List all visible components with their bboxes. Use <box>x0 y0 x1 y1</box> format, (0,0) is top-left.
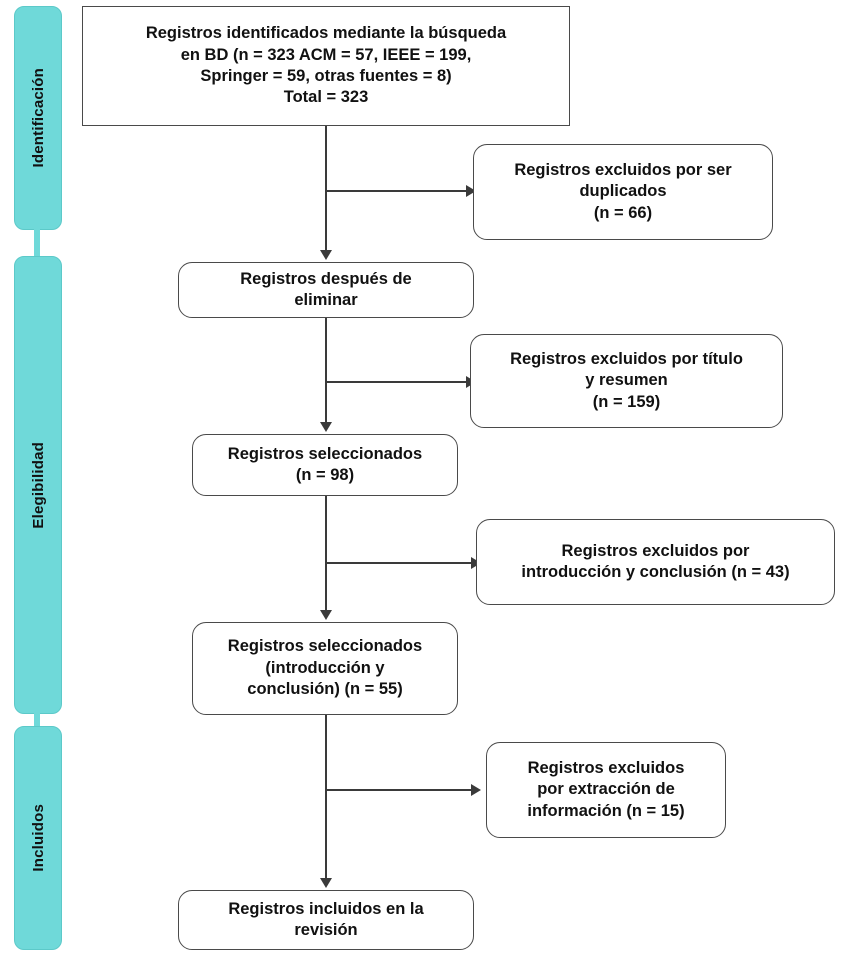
box-records-after-duplicates-text: Registros después de eliminar <box>240 269 412 309</box>
phase-label-incluidos: Incluidos <box>29 804 47 872</box>
spine-arrow-3 <box>320 610 332 620</box>
box-records-included-text: Registros incluidos en la revisión <box>228 899 424 939</box>
box-excluded-title-abstract-text: Registros excluidos por título y resumen (n = 159) <box>510 349 743 411</box>
spine-line-1 <box>325 126 327 252</box>
box-excluded-data-extraction-text: Registros excluidos por extracción de información (n = 15) <box>527 758 685 820</box>
branch-line-1 <box>325 190 470 192</box>
box-excluded-title-abstract <box>470 334 783 428</box>
branch-line-4 <box>325 789 475 791</box>
box-excluded-intro-conclusion-text: Registros excluidos por introducción y conclusión (n = 43) <box>521 541 790 581</box>
box-records-selected-intro-conclusion-text: Registros seleccionados (introducción y conclusión) (n = 55) <box>227 637 423 699</box>
phase-connector-2 <box>34 712 40 726</box>
spine-line-2 <box>325 318 327 424</box>
box-identified-records-text: Registros identificados mediante la búsqueda en BD (n = 323 ACM = 57, IEEE = 199, Springer = 59, otras fuentes = 8) Total = 323 <box>145 24 507 107</box>
box-identified-records <box>82 6 570 126</box>
box-records-after-duplicates <box>178 262 474 318</box>
phase-connector-1 <box>34 228 40 256</box>
phase-bar-elegibilidad <box>14 256 62 714</box>
phase-label-elegibilidad: Elegibilidad <box>29 441 47 529</box>
box-records-selected-intro-conclusion <box>192 622 458 715</box>
box-excluded-duplicates-text: Registros excluidos por ser duplicados (n = 66) <box>514 160 732 222</box>
branch-line-2 <box>325 381 470 383</box>
box-records-included <box>178 890 474 950</box>
spine-arrow-2 <box>320 422 332 432</box>
box-excluded-data-extraction <box>486 742 726 838</box>
box-records-screened-text: Registros seleccionados (n = 98) <box>227 444 423 484</box>
box-excluded-intro-conclusion <box>476 519 835 605</box>
spine-line-4 <box>325 715 327 880</box>
box-excluded-duplicates <box>473 144 773 240</box>
spine-arrow-4 <box>320 878 332 888</box>
branch-line-3 <box>325 562 475 564</box>
box-records-screened <box>192 434 458 496</box>
phase-bar-identificacion <box>14 6 62 230</box>
spine-line-3 <box>325 496 327 612</box>
branch-arrow-4 <box>471 784 481 796</box>
phase-bar-incluidos <box>14 726 62 950</box>
spine-arrow-1 <box>320 250 332 260</box>
phase-label-identificacion: Identificación <box>29 68 47 168</box>
